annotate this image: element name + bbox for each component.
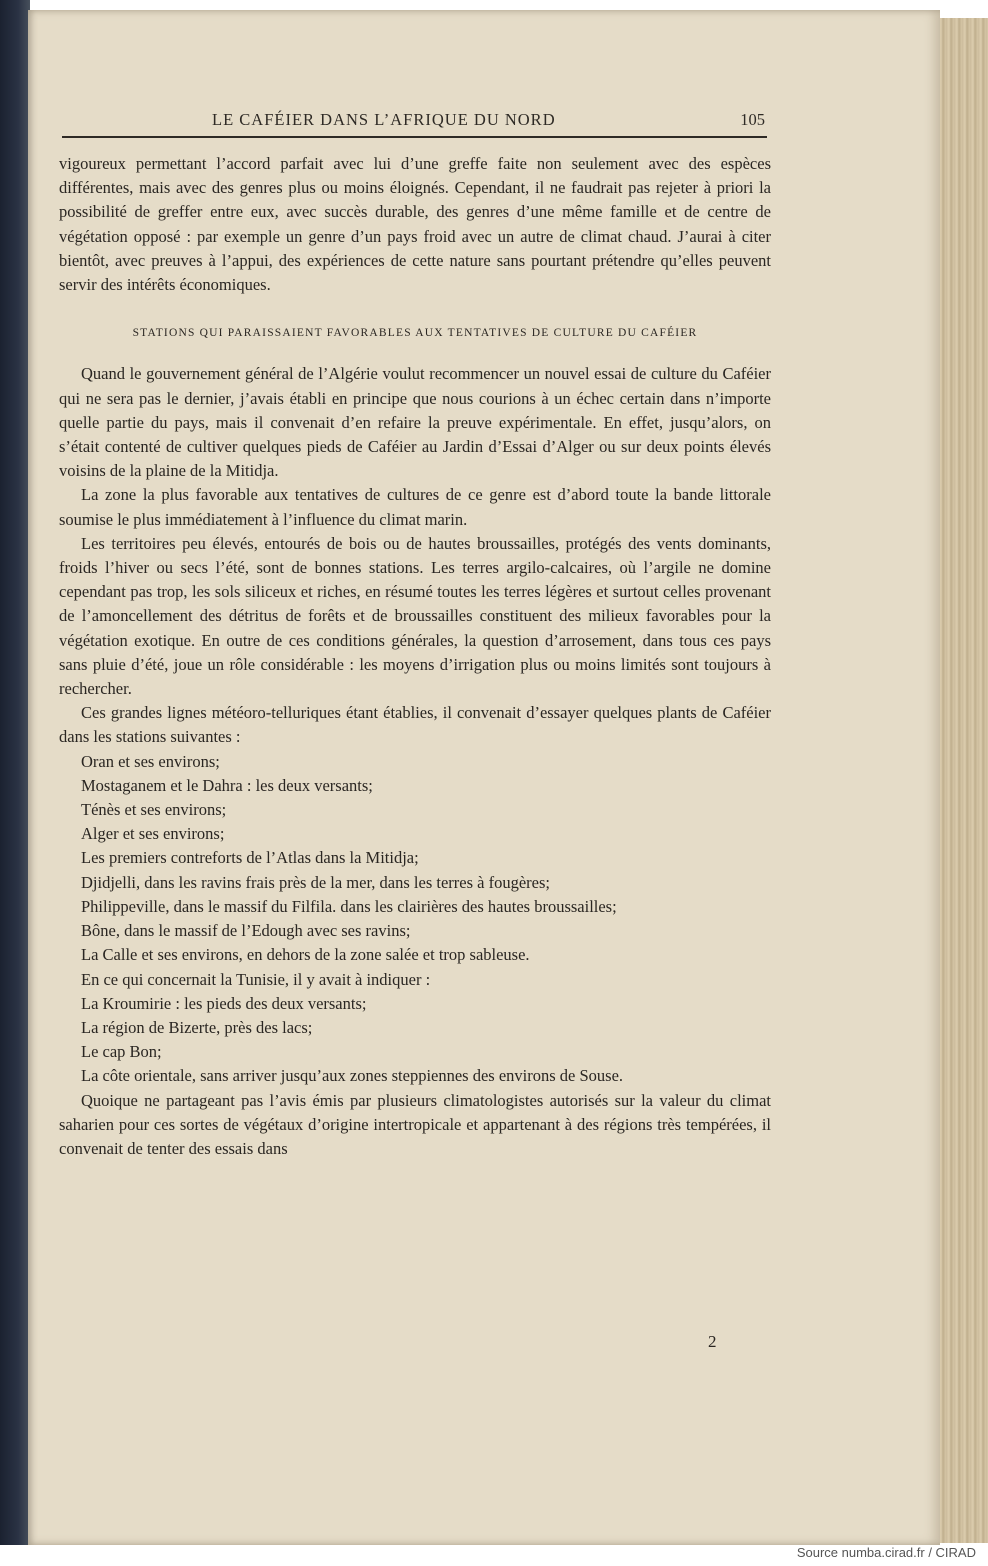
station-item: La Calle et ses environs, en dehors de la zone salée et trop sableuse. (81, 945, 530, 965)
station-item: Ténès et ses environs; (81, 800, 227, 820)
station-item: Philippeville, dans le massif du Filfila. dans les clairières des hautes broussailles; (81, 896, 617, 916)
scanner-edge (0, 0, 30, 1545)
tunisia-intro: En ce qui concernait la Tunisie, il y avait à indiquer : (81, 969, 431, 989)
running-head-title: LE CAFÉIER DANS L’AFRIQUE DU NORD (212, 110, 556, 129)
paragraph: La zone la plus favorable aux tentatives de cultures de ce genre est d’abord toute la bande littorale soumise le plus immédiatement à l’influence du climat marin. (59, 485, 771, 529)
running-head (62, 110, 767, 138)
station-item: Les premiers contreforts de l’Atlas dans la Mitidja; (81, 848, 419, 868)
station-item: Oran et ses environs; (81, 751, 220, 771)
station-item: Bône, dans le massif de l’Edough avec ses ravins; (81, 921, 411, 941)
paragraph: Quoique ne partageant pas l’avis émis par plusieurs climatologistes autorisés sur la valeur du climat saharien pour ces sortes de végétaux d’origine intertropicale et appartenant à des régions très tempérées, il convenait de tenter des essais dans (59, 1090, 771, 1158)
station-item: Mostaganem et le Dahra : les deux versants; (81, 775, 373, 795)
station-item: La Kroumirie : les pieds des deux versants; (81, 993, 367, 1013)
station-item: La région de Bizerte, près des lacs; (81, 1017, 313, 1037)
station-item: Alger et ses environs; (81, 824, 225, 844)
station-item: Le cap Bon; (81, 1042, 162, 1062)
paragraph: Quand le gouvernement général de l’Algérie voulut recommencer un nouvel essai de culture du Caféier qui ne sera pas le dernier, j’avais établi en principe que nous courions à un échec certain dans n’importe quelle partie du pays, mais il convenait d’en refaire la preuve expérimentale. En effet, jusqu’alors, on s’était contenté de cultiver quelques pieds de Caféier au Jardin d’Essai d’Alger ou sur deux points élevés voisins de la plaine de la Mitidja. (59, 364, 771, 481)
signature-mark: 2 (708, 1332, 717, 1351)
station-item: La côte orientale, sans arriver jusqu’aux zones steppiennes des environs de Souse. (81, 1066, 624, 1086)
source-credit: Source numba.cirad.fr / CIRAD (796, 1545, 976, 1560)
paragraph: vigoureux permettant l’accord parfait avec lui d’une greffe faite non seulement avec des espèces différentes, mais avec des genres plus ou moins éloignés. Cependant, il ne faudrait pas rejeter à priori la possibilité de greffer entre eux, avec succès durable, des genres d’une même famille et de centre de végétation opposé : par exemple un genre d’un pays froid avec un autre de climat chaud. J’aurai à citer bientôt, avec preuves à l’appui, des expériences de cette nature sans pourtant prétendre qu’elles peuvent servir des intérêts économiques. (59, 154, 771, 295)
page-number: 105 (740, 110, 765, 129)
paragraph: Les territoires peu élevés, entourés de bois ou de hautes broussailles, protégés des vents dominants, froids l’hiver ou secs l’été, sont de bonnes stations. Les terres argilo-calcaires, où l’argile ne domine cependant pas trop, les sols siliceux et riches, en résumé toutes les terres légères et surtout celles provenant de l’amoncellement des détritus de forêts et de broussailles constituent des milieux favorables pour la végétation exotique. En outre de ces conditions générales, la question d’arrosement, dans tous ces pays sans pluie d’été, joue un rôle considérable : les moyens d’irrigation plus ou moins limités sont toujours à rechercher. (59, 533, 771, 699)
section-title: STATIONS QUI PARAISSAIENT FAVORABLES AUX TENTATIVES DE CULTURE DU CAFÉIER (132, 327, 698, 340)
station-item: Djidjelli, dans les ravins frais près de la mer, dans les terres à fougères; (81, 872, 550, 892)
page-body (59, 152, 771, 1161)
paragraph: Ces grandes lignes météoro-telluriques étant établies, il convenait d’essayer quelques plants de Caféier dans les stations suivantes : (59, 703, 771, 747)
